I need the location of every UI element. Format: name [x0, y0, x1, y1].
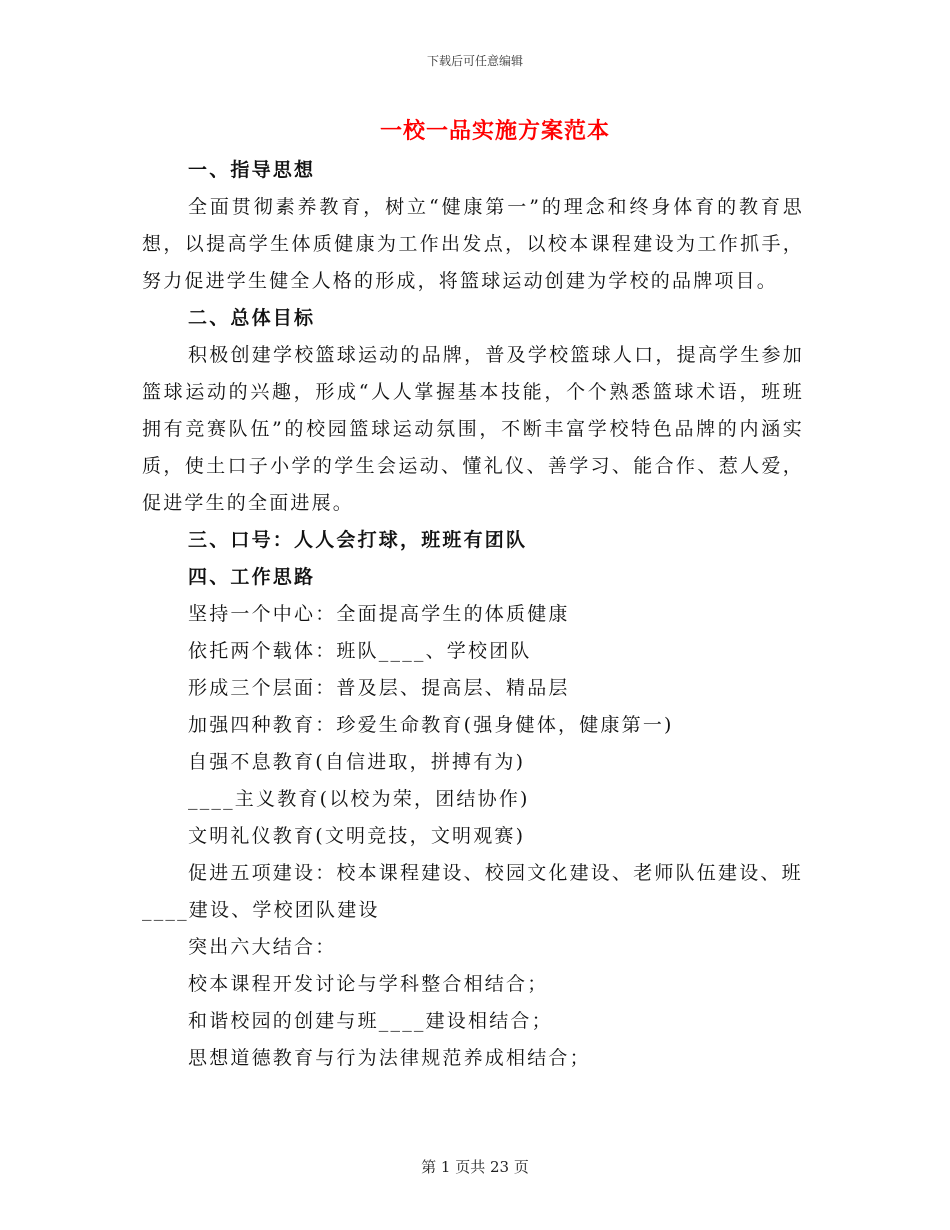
- work-line-8: 促进五项建设：校本课程建设、校园文化建设、老师队伍建设、班____建设、学校团队建设: [142, 862, 803, 921]
- work-line-7: 文明礼仪教育(文明竞技，文明观赛): [188, 825, 526, 847]
- section-heading-work-approach: 四、工作思路: [188, 566, 316, 588]
- work-line-4: 加强四种教育：珍爱生命教育(强身健体，健康第一): [188, 714, 674, 736]
- section-heading-slogan: 三、口号：人人会打球，班班有团队: [188, 529, 528, 551]
- work-line-9: 突出六大结合：: [188, 936, 337, 958]
- work-line-5: 自强不息教育(自信进取，拼搏有为): [188, 751, 526, 773]
- section-heading-guiding-thought: 一、指导思想: [188, 159, 316, 181]
- page-footer: 第 1 页共 23 页: [421, 1158, 529, 1176]
- paragraph-overall-goal: 积极创建学校篮球运动的品牌，普及学校篮球人口，提高学生参加篮球运动的兴趣，形成“人人掌握基本技能，个个熟悉篮球术语，班班拥有竞赛队伍”的校园篮球运动氛围，不断丰富学校特色品牌的内涵实质，使土口子小学的学生会运动、懂礼仪、善学习、能合作、惹人爱，促进学生的全面进展。: [142, 344, 804, 514]
- work-line-3: 形成三个层面：普及层、提高层、精品层: [188, 677, 570, 699]
- paragraph-guiding-thought: 全面贯彻素养教育，树立“健康第一”的理念和终身体育的教育思想，以提高学生体质健康为工作出发点，以校本课程建设为工作抓手，努力促进学生健全人格的形成，将篮球运动创建为学校的品牌项目。: [142, 196, 804, 292]
- work-line-10: 校本课程开发讨论与学科整合相结合；: [188, 973, 549, 995]
- document-body: [142, 152, 804, 1077]
- work-line-2: 依托两个载体：班队____、学校团队: [188, 640, 532, 662]
- work-line-6: ____主义教育(以校为荣，团结协作): [188, 788, 530, 810]
- work-line-11: 和谐校园的创建与班____建设相结合；: [188, 1010, 553, 1032]
- document-title: 一校一品实施方案范本: [379, 118, 610, 144]
- section-heading-overall-goal: 二、总体目标: [188, 307, 316, 329]
- work-line-12: 思想道德教育与行为法律规范养成相结合；: [188, 1047, 591, 1069]
- work-line-1: 坚持一个中心：全面提高学生的体质健康: [188, 603, 570, 625]
- header-note: 下载后可任意编辑: [426, 54, 523, 68]
